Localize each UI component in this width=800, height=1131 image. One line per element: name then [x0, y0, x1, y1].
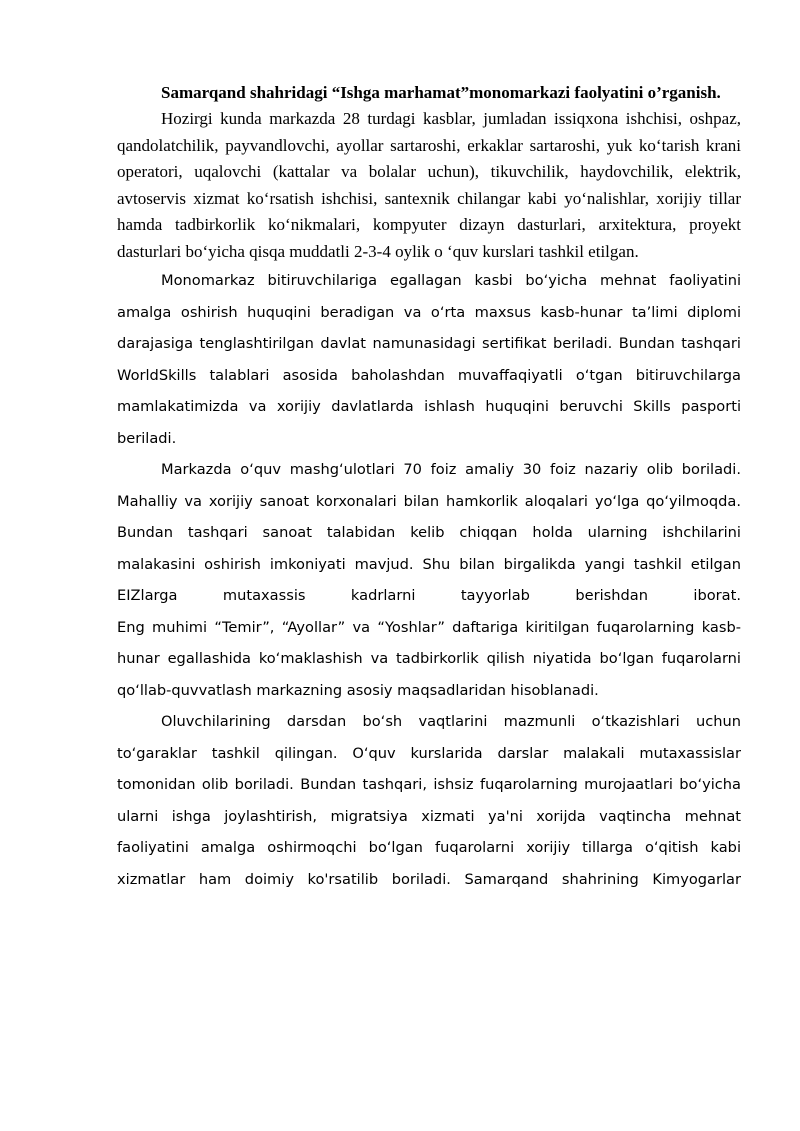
paragraph-certificate: Monomarkaz bitiruvchilariga egallagan kasbi bo‘yicha mehnat faoliyatini amalga oshirish huquqini beradigan va o‘rta maxsus kasb-hunar ta’limi diplomi darajasiga tenglashtirilgan davlat namunasidagi sertifikat beriladi. Bundan tashqari WorldSkills talablari asosida baholashdan muvaffaqiyatli o‘tgan bitiruvchilarga mamlakatimizda va xorijiy davlatlarda ishlash huquqini beruvchi Skills pasporti beriladi.	[117, 272, 741, 447]
paragraph-training: Markazda o‘quv mashg‘ulotlari 70 foiz amaliy 30 foiz nazariy olib boriladi. Mahalliy va xorijiy sanoat korxonalari bilan hamkorlik aloqalari yo‘lga qo‘yilmoqda. Bundan tashqari sanoat talabidan kelib chiqqan holda ularning ishchilarini malakasini oshirish imkoniyati mavjud. Shu bilan birgalikda yangi tashkil etilgan EIZlarga mutaxassis kadrlarni tayyorlab berishdan iborat.	[117, 461, 741, 604]
paragraph-goals: Eng muhimi “Temir”, “Ayollar” va “Yoshlar” daftariga kiritilgan fuqarolarning kasb-hunar egallashida ko‘maklashish va tadbirkorlik qilish niyatida bo‘lgan fuqarolarni qo‘llab-quvvatlash markazning asosiy maqsadlaridan hisoblanadi.	[117, 618, 741, 699]
paragraph-activities: Oluvchilarining darsdan bo‘sh vaqtlarini mazmunli o‘tkazishlari uchun to‘garaklar tashkil qilingan. O‘quv kurslarida darslar malakali mutaxassislar tomonidan olib boriladi. Bundan tashqari, ishsiz fuqarolarning murojaatlari bo‘yicha ularni ishga joylashtirish, migratsiya xizmati ya'ni xorijda vaqtincha mehnat faoliyatini amalga oshirmoqchi bo‘lgan fuqarolarni xorijiy tillarga o‘qitish kabi xizmatlar ham doimiy ko'rsatilib boriladi. Samarqand shahrining Kimyogarlar	[117, 713, 741, 888]
document-page	[117, 72, 741, 895]
paragraph-courses: Hozirgi kunda markazda 28 turdagi kasblar, jumladan issiqxona ishchisi, oshpaz, qandolatchilik, payvandlovchi, ayollar sartaroshi, erkaklar sartaroshi, yuk ko‘tarish krani operatori, uqalovchi (kattalar va bolalar uchun), tikuvchilik, haydovchilik, elektrik, avtoservis xizmat ko‘rsatish ishchisi, santexnik chilangar kabi yo‘nalishlar, xorijiy tillar hamda tadbirkorlik ko‘nikmalari, kompyuter dizayn dasturlari, arxitektura, proyekt dasturlari bo‘yicha qisqa muddatli 2-3-4 oylik o ‘quv kurslari tashkil etilgan.	[117, 109, 741, 261]
document-title: Samarqand shahridagi “Ishga marhamat”monomarkazi faolyatini o’rganish.	[161, 83, 721, 102]
